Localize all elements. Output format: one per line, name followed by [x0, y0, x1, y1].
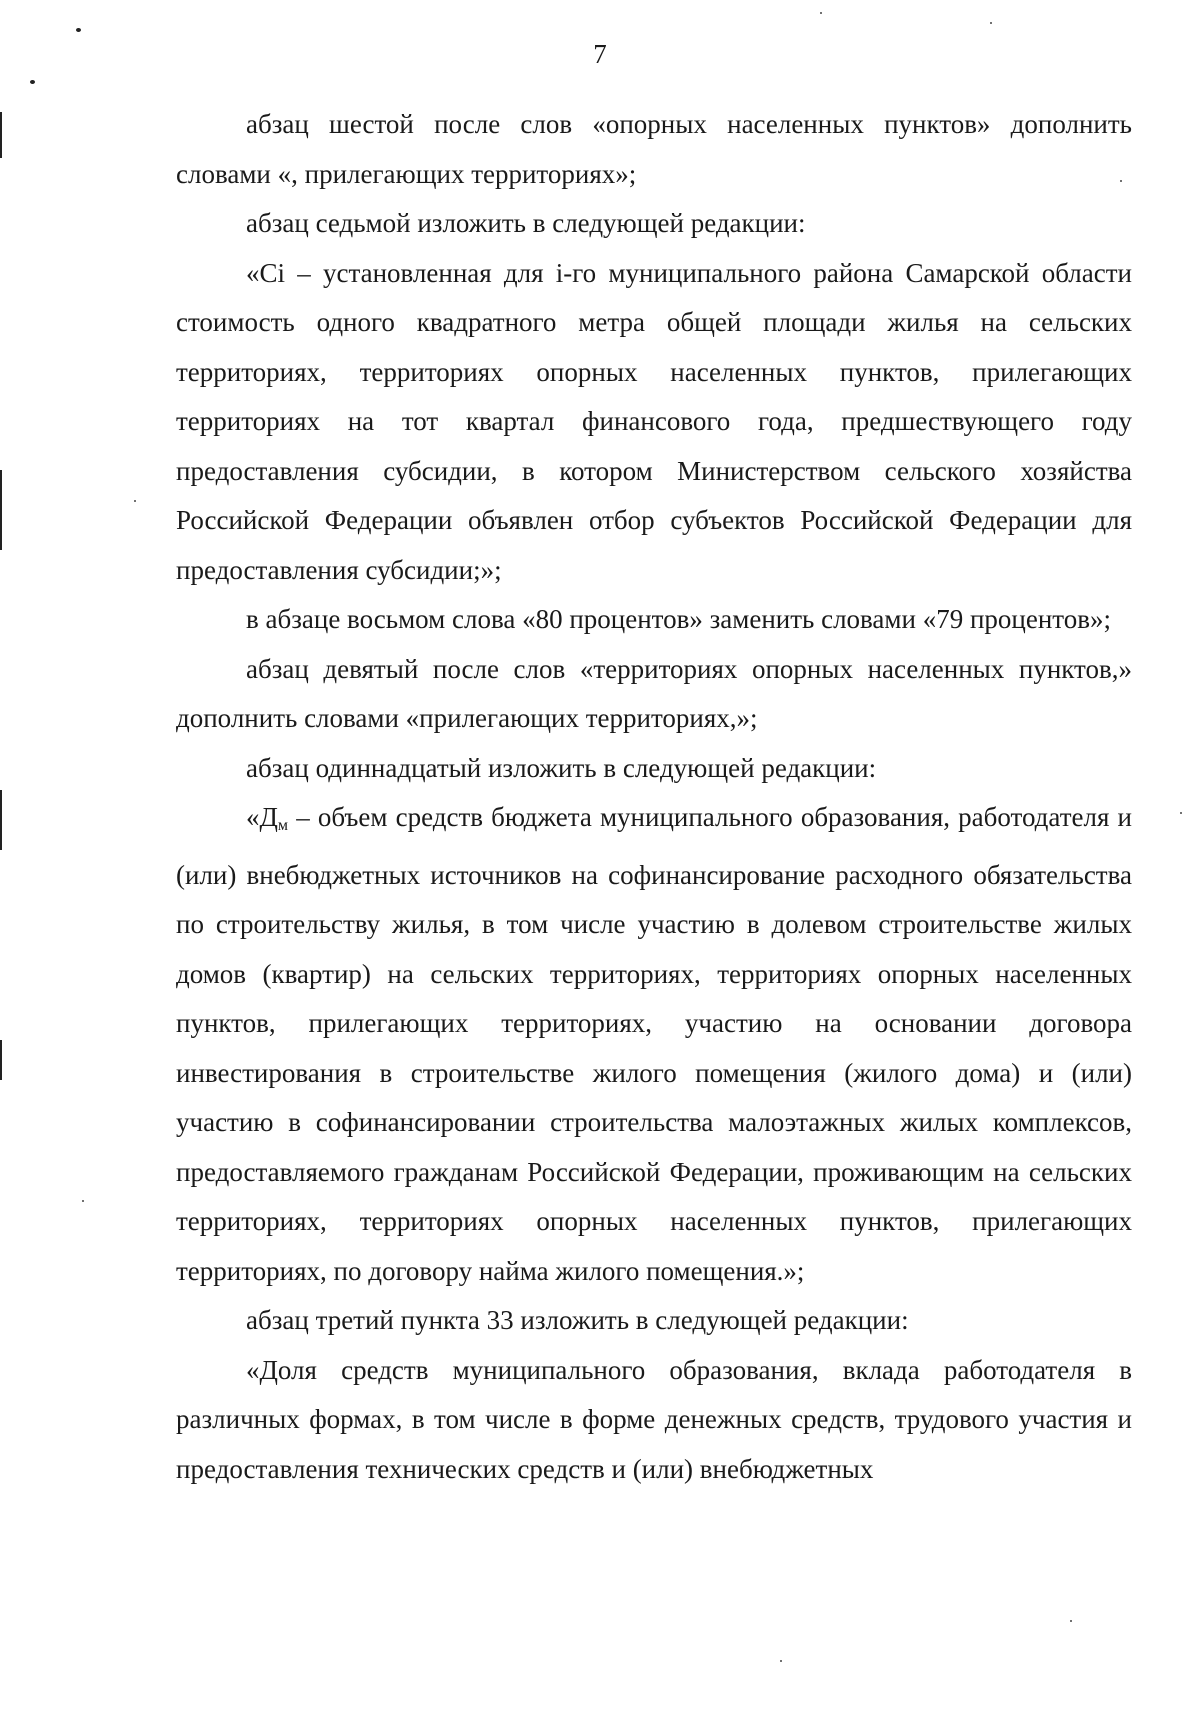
scan-speck [780, 1660, 782, 1662]
paragraph: абзац шестой после слов «опорных населенных пунктов» дополнить словами «, прилегающих территориях»; [176, 109, 1132, 189]
paragraph: «Сi – установленная для i-го муниципального района Самарской области стоимость одного квадратного метра общей площади жилья на сельских территориях, территориях опорных населенных пунктов, прилегающих территориях на тот квартал финансового года, предшествующего году предоставления субсидии, в котором Министерством сельского хозяйства Российской Федерации объявлен отбор субъектов Российской Федерации для предоставления субсидии;»; [176, 257, 1132, 585]
scan-speck [82, 1200, 84, 1202]
paragraph: «Доля средств муниципального образования, вклада работодателя в различных формах, в том числе в форме денежных средств, трудового участия и предоставления технических средств и (или) внебюджетных [176, 1354, 1132, 1484]
paragraph: абзац седьмой изложить в следующей редакции: [246, 208, 806, 238]
dm-text: – объем средств бюджета муниципального образования, работодателя и (или) внебюджетных источников на софинансирование расходного обязательства по строительству жилья, в том числе участию в долевом строительстве жилых домов (квартир) на сельских территориях, территориях опорных населенных пунктов, прилегающих территориях, участию на основании договора инвестирования в строительстве жилого помещения (жилого дома) и (или) участию в софинансировании строительства малоэтажных жилых комплексов, предоставляемого гражданам Российской Федерации, проживающим на сельских территориях, территориях опорных населенных пунктов, прилегающих территориях, по договору найма жилого помещения.»; [176, 802, 1132, 1286]
paragraph: абзац третий пункта 33 изложить в следующей редакции: [246, 1305, 909, 1335]
scan-speck [1180, 812, 1182, 814]
scan-speck [820, 12, 822, 14]
scan-speck [76, 28, 81, 32]
paragraph: в абзаце восьмом слова «80 процентов» заменить словами «79 процентов»; [246, 604, 1111, 634]
dm-open-quote: «Д [246, 802, 278, 832]
dm-subscript: м [277, 817, 289, 834]
scan-edge-mark [0, 470, 2, 550]
scan-edge-mark [0, 790, 2, 850]
paragraph-dm-definition [176, 793, 1132, 1296]
page-number: 7 [593, 39, 607, 69]
scan-speck [134, 500, 136, 502]
scan-speck [30, 80, 35, 84]
paragraph: абзац одиннадцатый изложить в следующей редакции: [246, 752, 877, 783]
paragraph: абзац девятый после слов «территориях опорных населенных пунктов,» дополнить словами «прилегающих территориях,»; [176, 653, 1132, 733]
scan-edge-mark [0, 1040, 2, 1080]
document-body [176, 100, 1132, 1494]
scan-edge-mark [0, 112, 2, 158]
scan-speck [990, 22, 992, 24]
scan-speck [1070, 1620, 1072, 1622]
